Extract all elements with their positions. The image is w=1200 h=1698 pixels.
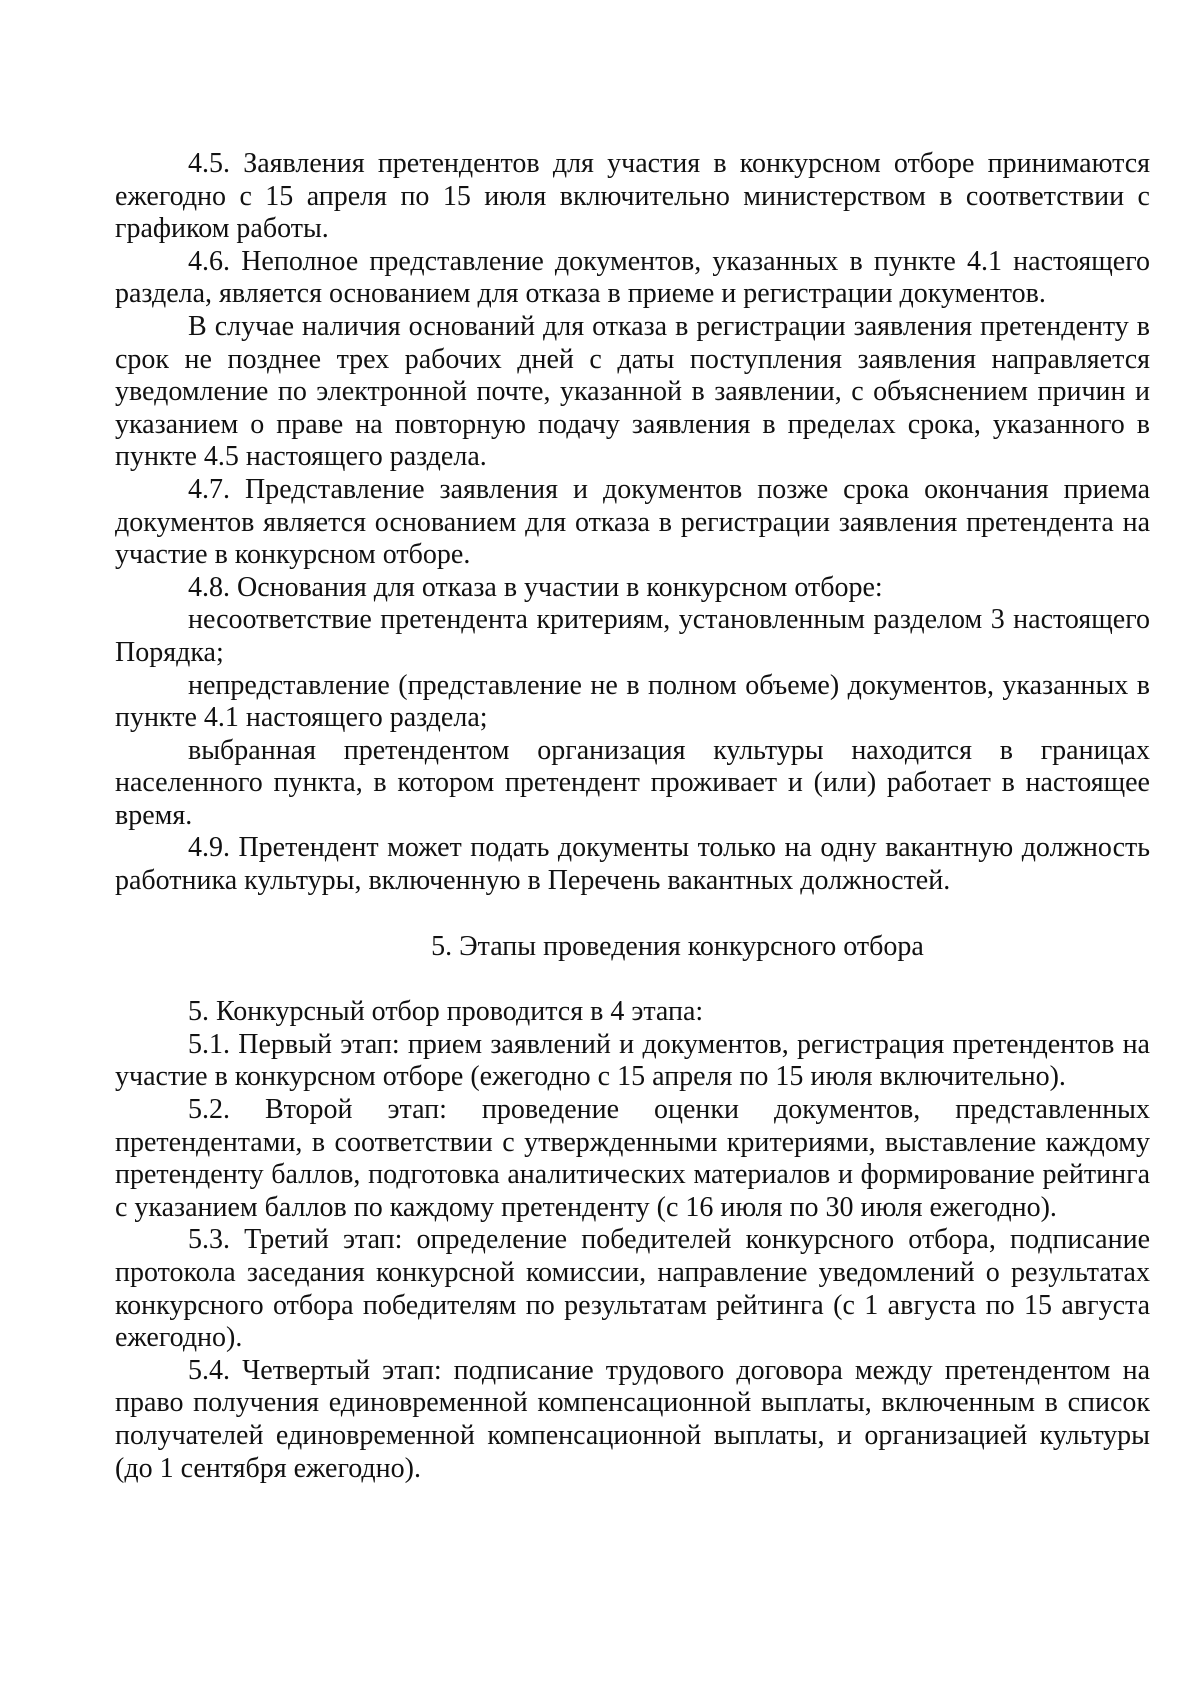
paragraph-5-1: 5.1. Первый этап: прием заявлений и документов, регистрация претендентов на участие в конкурсном отборе (ежегодно с 15 апреля по 15 июля включительно). — [115, 1028, 1150, 1093]
paragraph-refusal-ground-2: непредставление (представление не в полном объеме) документов, указанных в пункте 4.1 настоящего раздела; — [115, 669, 1150, 734]
paragraph-refusal-ground-1: несоответствие претендента критериям, установленным разделом 3 настоящего Порядка; — [115, 604, 1150, 668]
paragraph-4-5: 4.5. Заявления претендентов для участия в конкурсном отборе принимаются ежегодно с 15 апреля по 15 июля включительно министерством в соответствии с графиком работы. — [115, 148, 1150, 245]
paragraph-4-7: 4.7. Представление заявления и документов позже срока окончания приема документов является основанием для отказа в регистрации заявления претендента на участие в конкурсном отборе. — [115, 473, 1150, 571]
paragraph-5: 5. Конкурсный отбор проводится в 4 этапа: — [188, 996, 704, 1028]
paragraph-4-8: 4.8. Основания для отказа в участии в конкурсном отборе: — [188, 571, 883, 603]
spacer — [115, 898, 1150, 931]
paragraph-5-3: 5.3. Третий этап: определение победителей конкурсного отбора, подписание протокола заседания конкурсной комиссии, направление уведомлений о результатах конкурсного отбора победителям по результатам рейтинга (с 1 августа по 15 августа ежегодно). — [115, 1224, 1150, 1354]
paragraph-refusal-notice: В случае наличия оснований для отказа в регистрации заявления претенденту в срок не позднее трех рабочих дней с даты поступления заявления направляется уведомление по электронной почте, указанной в заявлении, с объяснением причин и указанием о праве на повторную подачу заявления в пределах срока, указанного в пункте 4.5 настоящего раздела. — [115, 310, 1150, 473]
paragraph-refusal-ground-3: выбранная претендентом организация культуры находится в границах населенного пункта, в котором претендент проживает и (или) работает в настоящее время. — [115, 734, 1150, 831]
spacer — [115, 963, 1150, 996]
paragraph-4-9: 4.9. Претендент может подать документы только на одну вакантную должность работника культуры, включенную в Перечень вакантных должностей. — [115, 832, 1150, 897]
paragraph-4-6: 4.6. Неполное представление документов, указанных в пункте 4.1 настоящего раздела, является основанием для отказа в приеме и регистрации документов. — [115, 245, 1150, 310]
paragraph-5-4: 5.4. Четвертый этап: подписание трудового договора между претендентом на право получения единовременной компенсационной выплаты, включенным в список получателей единовременной компенсационной выплаты, и организацией культуры (до 1 сентября ежегодно). — [115, 1354, 1150, 1484]
document-page — [115, 148, 1150, 1485]
section-5-heading: 5. Этапы проведения конкурсного отбора — [431, 930, 924, 962]
paragraph-5-2: 5.2. Второй этап: проведение оценки документов, представленных претендентами, в соответствии с утвержденными критериями, выставление каждому претенденту баллов, подготовка аналитических материалов и формирование рейтинга с указанием баллов по каждому претенденту (с 16 июля по 30 июля ежегодно). — [115, 1094, 1150, 1223]
